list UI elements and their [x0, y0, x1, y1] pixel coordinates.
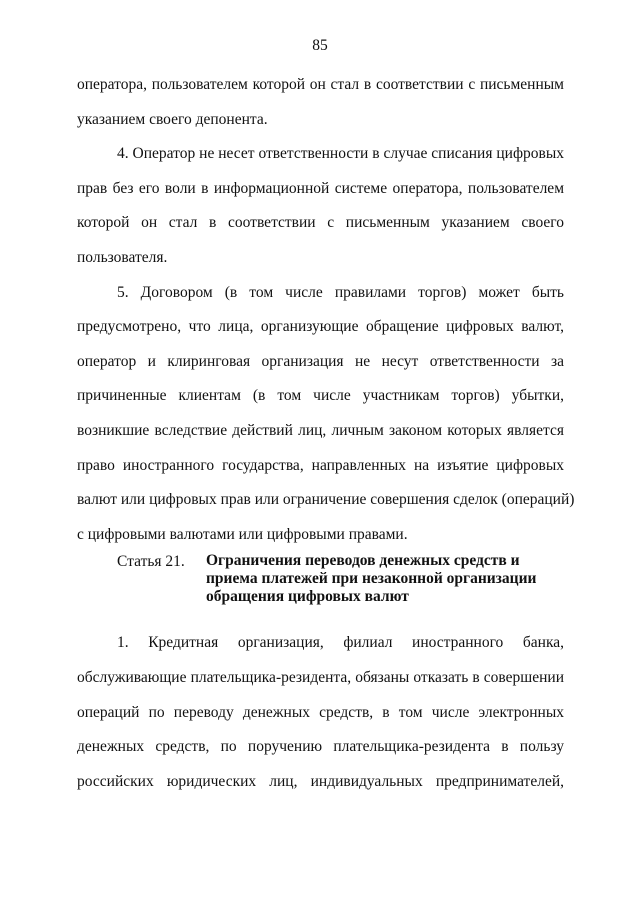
paragraph-line: денежных средств, по поручению плательщика-резидента в пользу [77, 738, 564, 756]
article-title [206, 552, 566, 606]
paragraph-line: 4. Оператор не несет ответственности в случае списания цифровых [117, 145, 564, 163]
page-number: 85 [312, 37, 328, 54]
paragraph-line: российских юридических лиц, индивидуальных предпринимателей, [77, 772, 564, 790]
paragraph-line: обслуживающие плательщика-резидента, обязаны отказать в совершении [77, 668, 564, 686]
paragraph-line: операций по переводу денежных средств, в том числе электронных [77, 703, 564, 721]
paragraph-line: право иностранного государства, направленных на изъятие цифровых [77, 456, 564, 474]
article-title-line: приема платежей при незаконной организации [206, 570, 537, 588]
paragraph-line: которой он стал в соответствии с письменным указанием своего [77, 214, 564, 232]
paragraph-line: валют или цифровых прав или ограничение совершения сделок (операций) [77, 491, 575, 509]
article-label: Статья 21. [117, 553, 185, 571]
paragraph-line: возникшие вследствие действий лиц, личным законом которых является [77, 421, 564, 439]
paragraph-line: с цифровыми валютами или цифровыми правами. [77, 525, 408, 543]
paragraph-line: предусмотрено, что лица, организующие обращение цифровых валют, [77, 318, 564, 336]
paragraph-line: 1. Кредитная организация, филиал иностранного банка, [117, 634, 564, 652]
document-body [77, 68, 575, 799]
article-title-line: обращения цифровых валют [206, 588, 409, 606]
paragraph-line: прав без его воли в информационной системе оператора, пользователем [77, 179, 564, 197]
paragraph-line: 5. Договором (в том числе правилами торгов) может быть [117, 283, 564, 301]
article-heading [77, 552, 564, 626]
paragraph-line: оператор и клиринговая организация не несут ответственности за [77, 352, 564, 370]
paragraph-line: причиненные клиентам (в том числе участникам торгов) убытки, [77, 387, 564, 405]
paragraph-line: указанием своего депонента. [77, 110, 268, 128]
article-title-line: Ограничения переводов денежных средств и [206, 552, 520, 570]
paragraph-line: оператора, пользователем которой он стал в соответствии с письменным [77, 76, 564, 93]
paragraph-line: пользователя. [77, 248, 168, 266]
